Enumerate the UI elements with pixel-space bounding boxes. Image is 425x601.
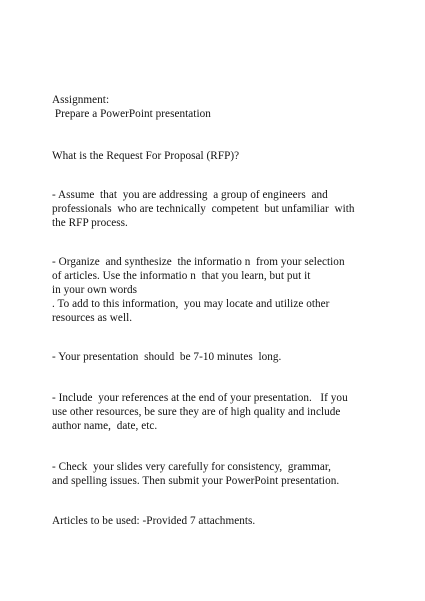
paragraph-line: - Organize and synthesize the informatio n from your selection xyxy=(52,256,345,268)
paragraph-line: . To add to this information, you may locate and utilize other xyxy=(52,298,330,310)
paragraph-line: - Include your references at the end of your presentation. If you xyxy=(52,392,348,404)
paragraph-line: of articles. Use the informatio n that you learn, but put it xyxy=(52,270,311,282)
paragraph-line: author name, date, etc. xyxy=(52,420,158,432)
paragraph-line: - Check your slides very carefully for consistency, grammar, xyxy=(52,461,332,473)
rfp-question: What is the Request For Proposal (RFP)? xyxy=(52,150,240,162)
paragraph-line: and spelling issues. Then submit your PowerPoint presentation. xyxy=(52,475,340,487)
paragraph-line: use other resources, be sure they are of high quality and include xyxy=(52,406,341,418)
articles-line: Articles to be used: -Provided 7 attachments. xyxy=(52,515,256,527)
paragraph-line: resources as well. xyxy=(52,312,133,324)
assignment-heading: Assignment: xyxy=(52,94,110,106)
assignment-subtitle: Prepare a PowerPoint presentation xyxy=(52,108,211,120)
paragraph-line: - Assume that you are addressing a group of engineers and xyxy=(52,189,328,201)
paragraph-line: - Your presentation should be 7-10 minutes long. xyxy=(52,351,282,363)
paragraph-line: professionals who are technically competent but unfamiliar with xyxy=(52,203,355,215)
paragraph-line: in your own words xyxy=(52,284,138,296)
paragraph-line: the RFP process. xyxy=(52,217,128,229)
